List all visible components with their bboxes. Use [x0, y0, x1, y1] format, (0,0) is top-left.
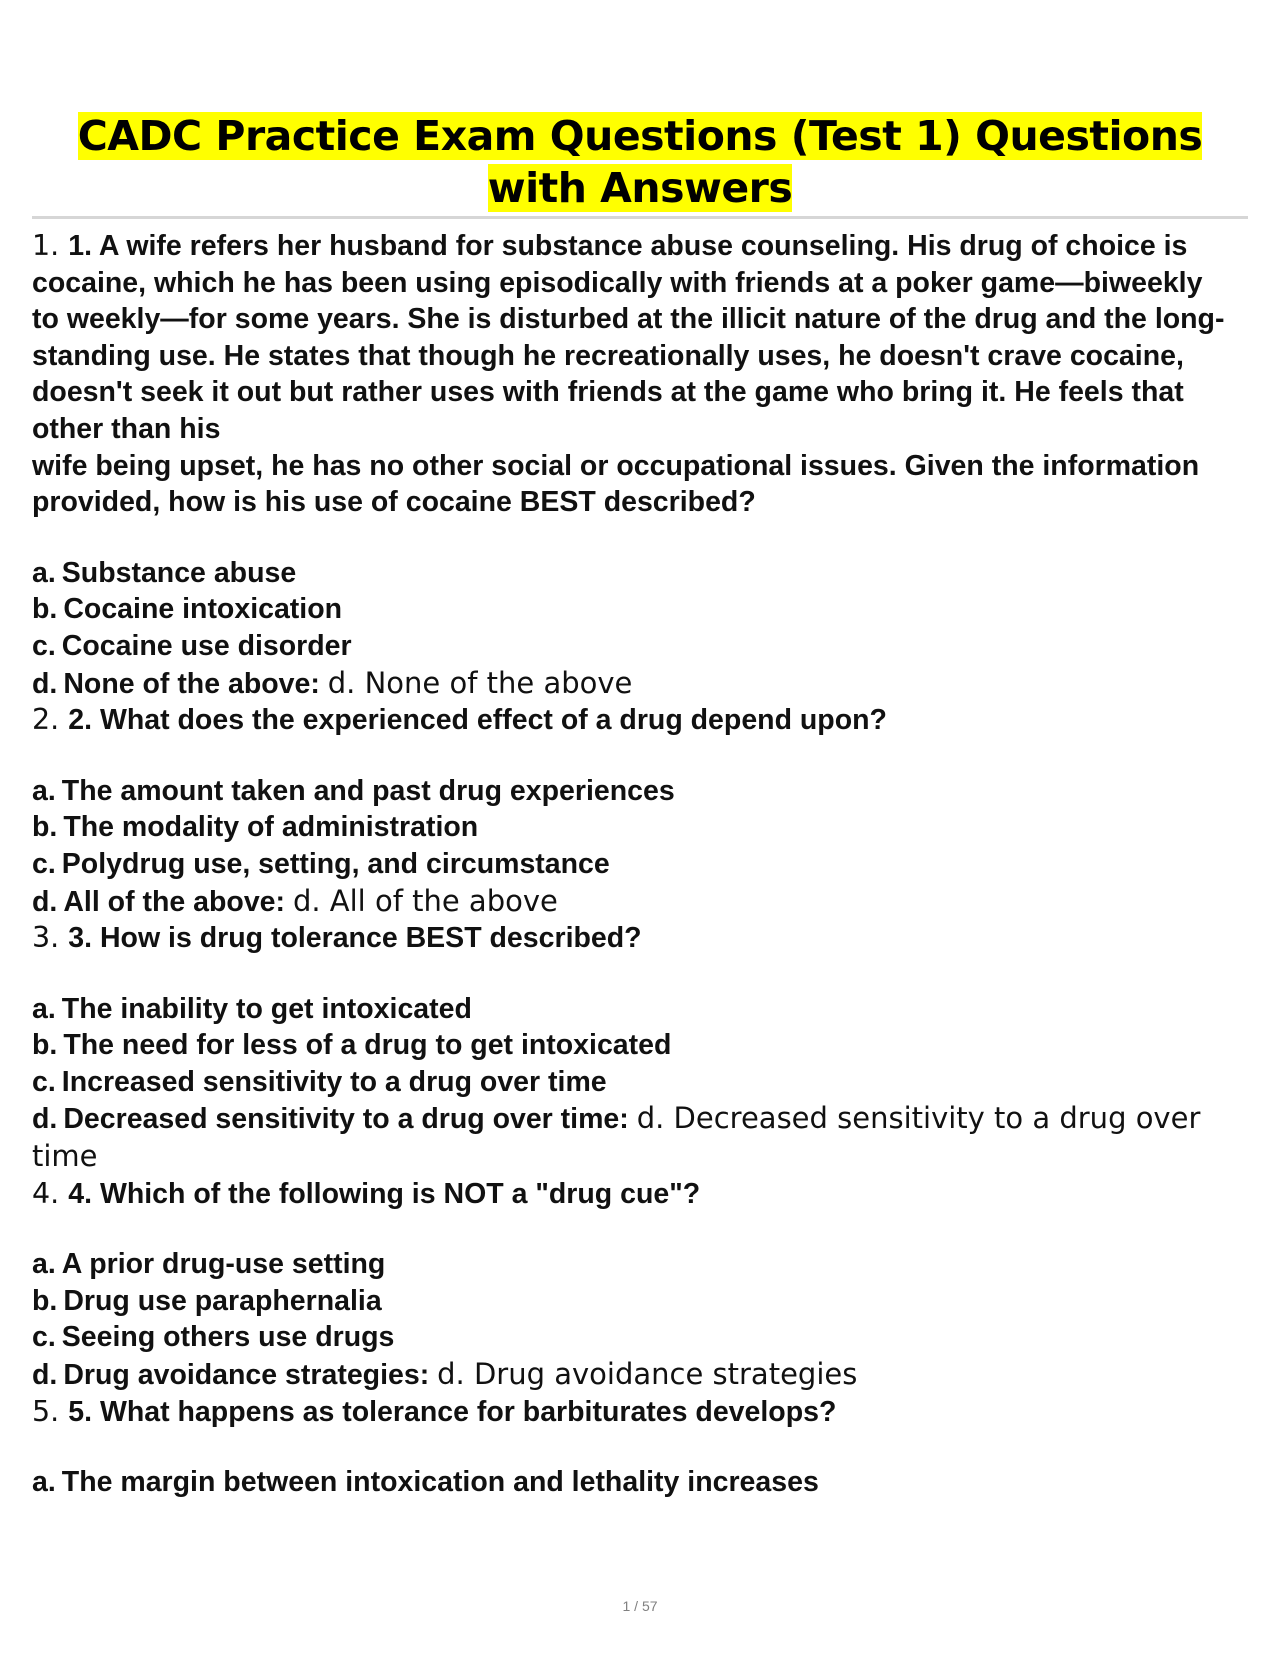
question-text: 4. Which of the following is NOT a "drug cue"? — [68, 1177, 701, 1210]
option-letter: b. — [32, 811, 58, 844]
option-letter: d. — [32, 667, 58, 700]
option-text: Substance abuse — [61, 556, 297, 589]
question-gap — [32, 957, 1232, 991]
option-d — [32, 1356, 1232, 1394]
option-text: Seeing others use drugs — [61, 1321, 395, 1354]
option-a — [32, 1464, 1232, 1501]
option-text: Drug avoidance strategies: — [63, 1359, 430, 1392]
option-c — [32, 846, 1232, 883]
question-stem — [32, 1394, 1232, 1431]
option-letter: b. — [32, 1284, 58, 1317]
option-b — [32, 809, 1232, 846]
option-letter: c. — [32, 629, 56, 662]
option-b — [32, 1027, 1232, 1064]
option-a — [32, 773, 1232, 810]
option-d — [32, 883, 1232, 921]
question-5 — [32, 1394, 1232, 1501]
option-letter: c. — [32, 1321, 56, 1354]
question-gap — [32, 1430, 1232, 1464]
question-number: 2. — [32, 703, 60, 737]
question-2 — [32, 702, 1232, 920]
question-text: 1. A wife refers her husband for substance abuse counseling. His drug of choice is cocaine, which he has been using episodically with friends at a poker game—biweekly to weekly—for some years. She is disturbed at the illicit nature of the drug and the long-standing use. He states that though he recreationally uses, he doesn't crave cocaine, doesn't seek it out but rather uses with friends at the game who bring it. He feels that other than his wife being upset, he has no other social or occupational issues. Given the information provided, how is his use of cocaine BEST described? — [32, 230, 1225, 519]
option-letter: a. — [32, 992, 56, 1025]
question-gap — [32, 1212, 1232, 1246]
correct-answer: d. None of the above — [327, 665, 633, 700]
option-letter: b. — [32, 593, 58, 626]
option-letter: a. — [32, 1248, 56, 1281]
option-text: A prior drug-use setting — [61, 1248, 386, 1281]
option-text: The amount taken and past drug experiences — [61, 774, 675, 807]
option-text: Cocaine intoxication — [63, 593, 343, 626]
option-a — [32, 991, 1232, 1028]
option-a — [32, 1246, 1232, 1283]
option-letter: c. — [32, 847, 56, 880]
question-text: 5. What happens as tolerance for barbiturates develops? — [68, 1395, 837, 1428]
option-letter: a. — [32, 774, 56, 807]
option-text: Cocaine use disorder — [61, 629, 352, 662]
option-b — [32, 1283, 1232, 1320]
option-c — [32, 628, 1232, 665]
option-letter: b. — [32, 1029, 58, 1062]
option-letter: c. — [32, 1065, 56, 1098]
question-stem — [32, 702, 1232, 739]
option-text: All of the above: — [63, 885, 286, 918]
question-3 — [32, 920, 1232, 1176]
option-text: The margin between intoxication and lethality increases — [61, 1466, 819, 1499]
option-text: The inability to get intoxicated — [61, 992, 472, 1025]
option-c — [32, 1064, 1232, 1101]
question-text: 2. What does the experienced effect of a drug depend upon? — [68, 704, 887, 737]
question-stem — [32, 920, 1232, 957]
question-number: 4. — [32, 1176, 60, 1210]
question-gap — [32, 521, 1232, 555]
option-text: The modality of administration — [63, 811, 479, 844]
document-title: CADC Practice Exam Questions (Test 1) Questions with Answers — [77, 112, 1203, 212]
correct-answer: d. All of the above — [292, 883, 558, 918]
question-text: 3. How is drug tolerance BEST described? — [68, 922, 642, 955]
option-letter: a. — [32, 1466, 56, 1499]
question-number: 1. — [32, 229, 60, 262]
correct-answer: d. Decreased sensitivity to a drug over time — [32, 1101, 1201, 1174]
question-4 — [32, 1176, 1232, 1394]
option-text: None of the above: — [63, 667, 320, 700]
option-letter: d. — [32, 1103, 58, 1136]
option-text: The need for less of a drug to get intoxicated — [63, 1029, 672, 1062]
correct-answer: d. Drug avoidance strategies — [437, 1357, 858, 1392]
question-number: 3. — [32, 921, 60, 955]
option-d — [32, 1100, 1232, 1175]
question-gap — [32, 739, 1232, 773]
option-text: Polydrug use, setting, and circumstance — [61, 847, 610, 880]
option-letter: d. — [32, 1359, 58, 1392]
option-letter: a. — [32, 556, 56, 589]
page-indicator: 1 / 57 — [622, 1598, 658, 1614]
question-number: 5. — [32, 1394, 60, 1428]
option-text: Decreased sensitivity to a drug over time: — [63, 1103, 629, 1136]
option-c — [32, 1319, 1232, 1356]
question-1 — [32, 228, 1232, 702]
option-text: Increased sensitivity to a drug over time — [61, 1065, 607, 1098]
option-letter: d. — [32, 885, 58, 918]
document-title-block — [32, 110, 1248, 214]
title-divider — [32, 216, 1248, 219]
question-stem — [32, 228, 1232, 521]
question-stem — [32, 1176, 1232, 1213]
option-b — [32, 591, 1232, 628]
option-a — [32, 555, 1232, 592]
question-list — [32, 228, 1232, 1501]
option-d — [32, 665, 1232, 703]
option-text: Drug use paraphernalia — [63, 1284, 382, 1317]
